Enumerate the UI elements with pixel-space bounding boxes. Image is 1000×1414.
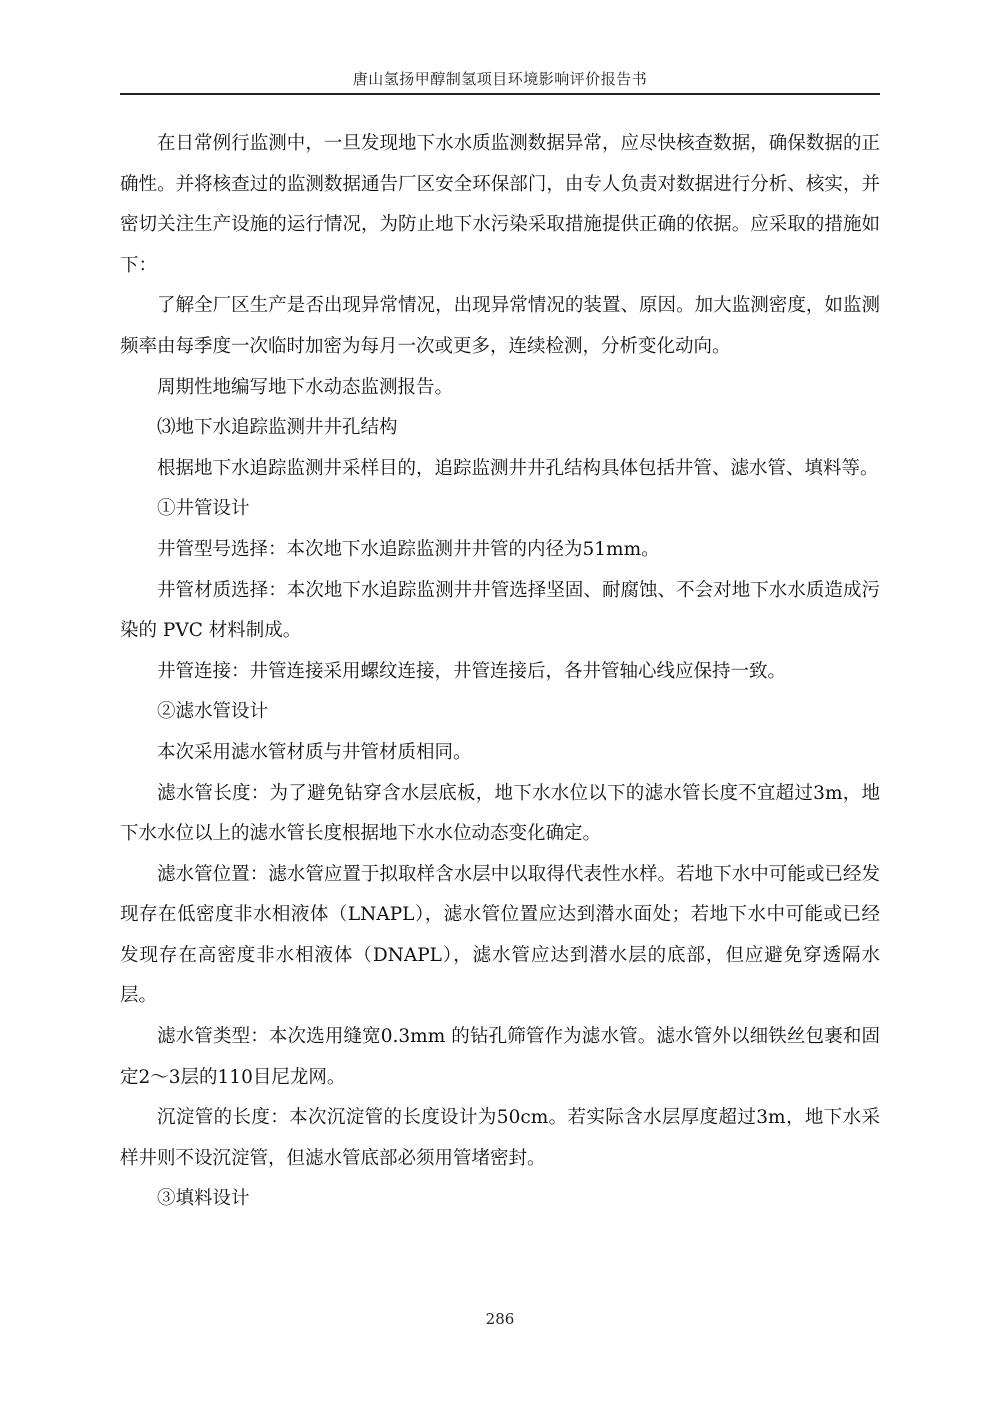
subsection-heading: ①井管设计 [157, 498, 250, 520]
paragraph: 本次采用滤水管材质与井管材质相同。 [157, 741, 472, 763]
paragraph: 滤水管位置：滤水管应置于拟取样含水层中以取得代表性水样。若地下水中可能或已经发现存在低密度非水相液体（LNAPL），滤水管位置应达到潜水面处；若地下水中可能或已经发现存在高密度非水相液体（DNAPL），滤水管应达到潜水层的底部，但应避免穿透隔水层。 [120, 863, 880, 1007]
paragraph: 了解全厂区生产是否出现异常情况，出现异常情况的装置、原因。加大监测密度，如监测频率由每季度一次临时加密为每月一次或更多，连续检测，分析变化动向。 [120, 295, 880, 357]
section-heading: ⑶地下水追踪监测井井孔结构 [157, 417, 398, 439]
paragraph: 井管型号选择：本次地下水追踪监测井井管的内径为51mm。 [157, 538, 660, 560]
running-header: 唐山氢扬甲醇制氢项目环境影响评价报告书 [352, 70, 648, 88]
page-number: 286 [485, 1310, 515, 1328]
header-divider [120, 93, 880, 95]
paragraph: 根据地下水追踪监测井采样目的，追踪监测井井孔结构具体包括井管、滤水管、填料等。 [157, 457, 879, 479]
paragraph: 井管材质选择：本次地下水追踪监测井井管选择坚固、耐腐蚀、不会对地下水水质造成污染的 PVC 材料制成。 [120, 579, 880, 642]
subsection-heading: ②滤水管设计 [157, 701, 269, 723]
subsection-heading: ③填料设计 [157, 1188, 250, 1210]
paragraph: 在日常例行监测中，一旦发现地下水水质监测数据异常，应尽快核查数据，确保数据的正确性。并将核查过的监测数据通告厂区安全环保部门，由专人负责对数据进行分析、核实，并密切关注生产设施的运行情况，为防止地下水污染采取措施提供正确的依据。应采取的措施如下： [120, 133, 880, 276]
document-body [120, 124, 880, 1220]
paragraph: 井管连接：井管连接采用螺纹连接，井管连接后，各井管轴心线应保持一致。 [157, 660, 787, 682]
paragraph: 周期性地编写地下水动态监测报告。 [157, 376, 454, 398]
paragraph: 沉淀管的长度：本次沉淀管的长度设计为50cm。若实际含水层厚度超过3m，地下水采样井则不设沉淀管，但滤水管底部必须用管堵密封。 [120, 1107, 880, 1169]
paragraph: 滤水管类型：本次选用缝宽0.3mm 的钻孔筛管作为滤水管。滤水管外以细铁丝包裹和固定2～3层的110目尼龙网。 [120, 1026, 880, 1088]
paragraph: 滤水管长度：为了避免钻穿含水层底板，地下水水位以下的滤水管长度不宜超过3m，地下水水位以上的滤水管长度根据地下水水位动态变化确定。 [120, 782, 880, 845]
